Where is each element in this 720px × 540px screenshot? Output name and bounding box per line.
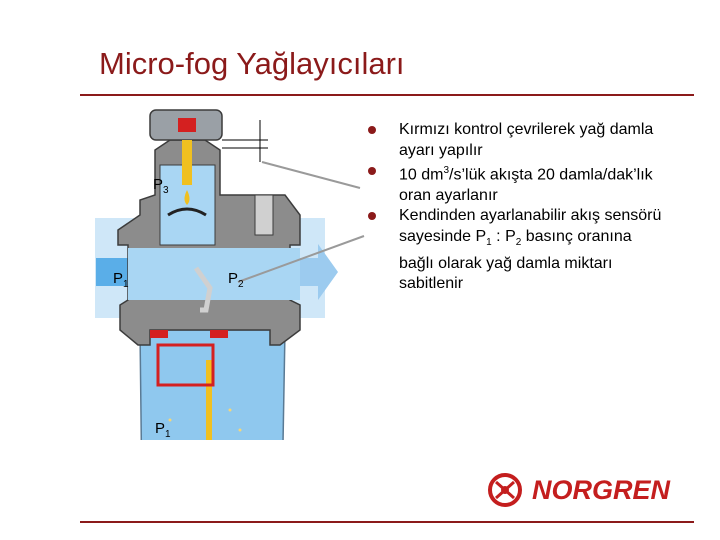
footer-divider [80,521,694,523]
title-divider [80,94,694,96]
bullet-item [366,120,666,161]
page-title: Micro-fog Yağlayıcıları [99,46,405,81]
label-p1-inlet: $P_1$ [113,270,129,290]
logo-wordmark: NORGREN [532,474,671,505]
bullet-list [366,120,666,295]
label-p3: $P_3$ [153,176,169,196]
bullet-text: 10 $dm^3/s’lük$ akışta 20 damla/dak’lık oran ayarlanır [399,165,653,204]
bullet-dot [368,167,376,175]
bullet-text: Kendinden ayarlanabilir akış sensörü sayesinde $P_1$ : $P_2$ basınç oranına bağlı olarak yağ damla miktarı sabitlenir [399,207,662,293]
bullet-item [366,161,666,206]
adjust-screw [255,195,273,235]
red-control-knob [178,118,196,132]
callout-line-1 [262,162,360,188]
bullet-item [366,206,666,294]
bullet-text: Kırmızı kontrol çevrilerek yağ damla ayarı yapılır [399,121,654,159]
norgren-emblem-icon [486,472,524,508]
label-p1-bowl: $P_1$ [155,420,171,440]
bullet-dot [368,212,376,220]
oil-tube [206,360,212,440]
bullet-dot [368,126,376,134]
seal-right [210,330,228,338]
seal-left [150,330,168,338]
lubricator-cutaway-diagram [0,100,380,440]
drip-tube [182,140,192,185]
norgren-logo [486,472,670,508]
flow-channel [128,248,300,300]
label-p2: $P_2$ [228,270,244,290]
